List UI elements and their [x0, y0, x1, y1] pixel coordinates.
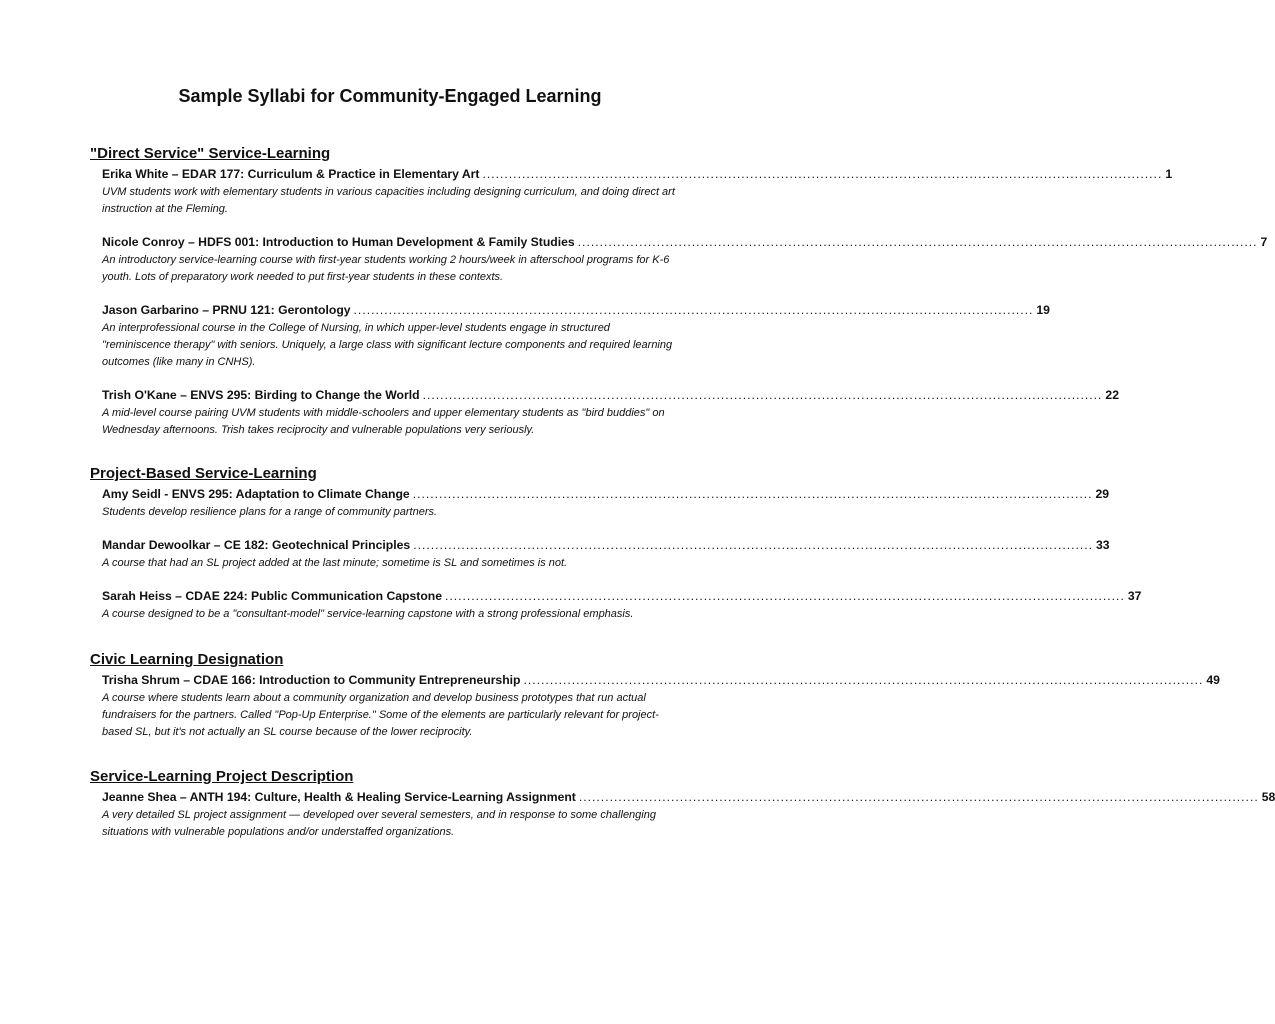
toc-entry-line: [102, 234, 1268, 251]
section-heading: Service-Learning Project Description: [90, 768, 354, 785]
entry-title: Nicole Conroy – HDFS 001: Introduction to Human Development & Family Studies: [102, 235, 575, 249]
dot-leader: ...........................................................................................................................................................: [482, 167, 1163, 181]
entry-title: Amy Seidl - ENVS 295: Adaptation to Climate Change: [102, 487, 410, 501]
toc-entry: [102, 537, 1110, 572]
toc-entry: [102, 166, 1173, 218]
page-number: 7: [1260, 235, 1268, 249]
entry-description: Students develop resilience plans for a range of community partners.: [102, 506, 438, 518]
entry-description: A course that had an SL project added at the last minute; sometime is SL and sometimes is not.: [102, 557, 568, 569]
section-heading: "Direct Service" Service-Learning: [90, 145, 331, 162]
toc-entry-line: [102, 537, 1110, 554]
section-direct-service: [90, 145, 1268, 439]
page-number: 29: [1095, 487, 1110, 501]
toc-entry: [102, 234, 1268, 286]
entry-description: UVM students work with elementary students in various capacities including designing curriculum, and doing direct art instruction at the Fleming.: [102, 186, 675, 215]
page-number: 49: [1206, 673, 1220, 687]
entry-title: Jason Garbarino – PRNU 121: Gerontology: [102, 303, 351, 317]
entry-description: A very detailed SL project assignment — developed over several semesters, and in response to some challenging situations with vulnerable populations and/or understaffed organizations.: [102, 809, 656, 838]
toc-entry-line: [102, 387, 1119, 404]
dot-leader: ...........................................................................................................................................................: [578, 790, 1259, 804]
toc-entry-line: [102, 789, 1275, 806]
section-heading: Civic Learning Designation: [90, 651, 284, 668]
dot-leader: ...........................................................................................................................................................: [523, 673, 1204, 687]
page-number: 58: [1261, 790, 1275, 804]
entry-title: Mandar Dewoolkar – CE 182: Geotechnical Principles: [102, 538, 411, 552]
entry-title: Erika White – EDAR 177: Curriculum & Practice in Elementary Art: [102, 167, 480, 181]
entry-description: A course designed to be a "consultant-model" service-learning capstone with a strong professional emphasis.: [102, 608, 634, 620]
entry-description: An introductory service-learning course with first-year students working 2 hours/week in afterschool programs for K-6 youth. Lots of preparatory work needed to put first-year students in these contexts.: [102, 254, 670, 283]
page-number: 37: [1127, 589, 1142, 603]
dot-leader: ...........................................................................................................................................................: [577, 235, 1258, 249]
toc-entry: [102, 672, 1220, 741]
toc-entry-line: [102, 672, 1220, 689]
toc-entry: [102, 789, 1275, 841]
dot-leader: ...........................................................................................................................................................: [422, 388, 1103, 402]
entry-title: Jeanne Shea – ANTH 194: Culture, Health & Healing Service-Learning Assignment: [102, 790, 576, 804]
toc-entry: [102, 302, 1050, 371]
toc-entry-line: [102, 588, 1142, 605]
section-civic-learning: [90, 651, 1220, 741]
page-title: Sample Syllabi for Community-Engaged Learning: [178, 86, 602, 106]
page-number: 1: [1165, 167, 1173, 181]
dot-leader: ...........................................................................................................................................................: [412, 487, 1093, 501]
toc-entry: [102, 588, 1142, 623]
entry-title: Trisha Shrum – CDAE 166: Introduction to Community Entrepreneurship: [102, 673, 521, 687]
page-number: 22: [1105, 388, 1119, 402]
section-project-based: [90, 465, 1142, 623]
toc-entry-line: [102, 486, 1110, 503]
toc-entry: [102, 387, 1119, 439]
page-number: 19: [1036, 303, 1050, 317]
toc-entry-line: [102, 166, 1173, 183]
entry-description: An interprofessional course in the College of Nursing, in which upper-level students engage in structured "reminiscence therapy" with seniors. Uniquely, a large class with significant lecture components and required learning outcomes (like many in CNHS).: [102, 322, 673, 368]
dot-leader: ...........................................................................................................................................................: [353, 303, 1034, 317]
section-project-description: [90, 768, 1275, 841]
entry-description: A course where students learn about a community organization and develop business prototypes that run actual fundraisers for the partners. Called "Pop-Up Enterprise." Some of the elements are particularly relevant for project-based SL, but it's not actually an SL course because of the lower reciprocity.: [102, 692, 659, 738]
dot-leader: ...........................................................................................................................................................: [444, 589, 1125, 603]
entry-description: A mid-level course pairing UVM students with middle-schoolers and upper elementary students as "bird buddies" on Wednesday afternoons. Trish takes reciprocity and vulnerable populations very seriously.: [102, 407, 665, 436]
toc-entry-line: [102, 302, 1050, 319]
section-heading: Project-Based Service-Learning: [90, 465, 317, 482]
toc-entry: [102, 486, 1110, 521]
entry-title: Trish O'Kane – ENVS 295: Birding to Change the World: [102, 388, 420, 402]
page-number: 33: [1096, 538, 1110, 552]
entry-title: Sarah Heiss – CDAE 224: Public Communication Capstone: [102, 589, 442, 603]
dot-leader: ...........................................................................................................................................................: [413, 538, 1094, 552]
